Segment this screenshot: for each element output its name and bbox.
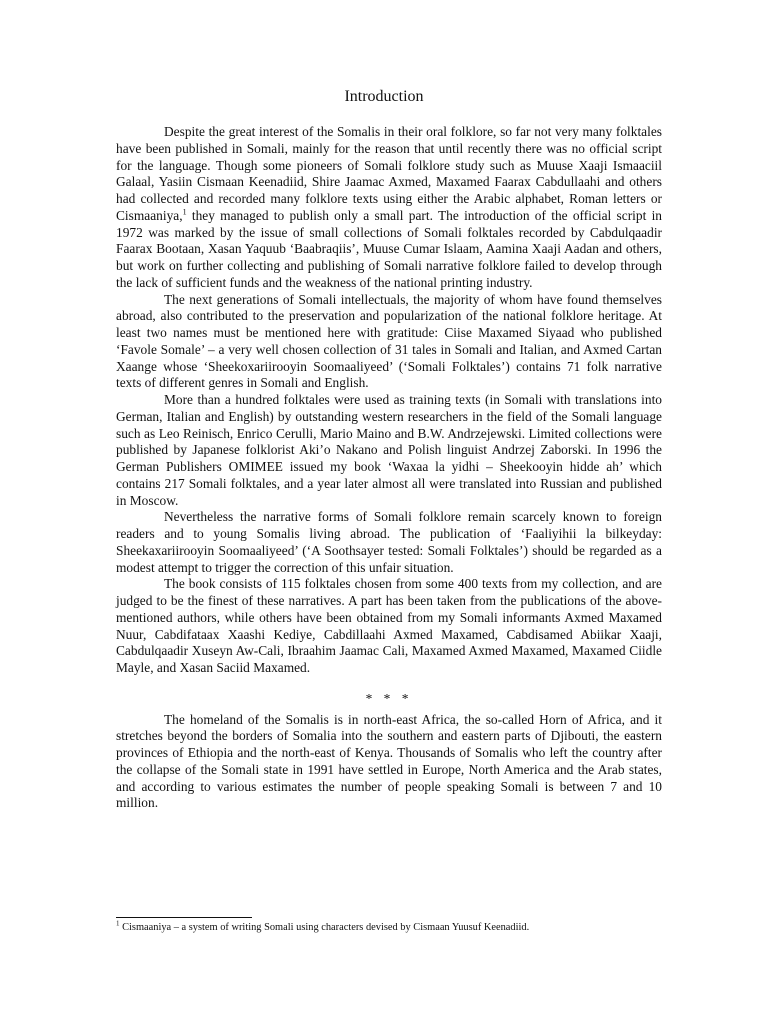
footnote-text: Cismaaniya – a system of writing Somali using characters devised by Cismaan Yuusuf Keenadiid. bbox=[119, 922, 530, 933]
paragraph-1-part-a: Despite the great interest of the Somalis in their oral folklore, so far not very many folktales have been published in Somali, mainly for the reason that until recently there was no official script for the language. Though some pioneers of Somali folklore study such as Muuse Xaaji Ismaaciil Galaal, Yasiin Cismaan Keenadiid, Shire Jaamac Axmed, Maxamed Faarax Cabdullaahi and others had collected and recorded many folklore texts using either the Arabic alphabet, Roman letters or Cismaaniya, bbox=[116, 124, 662, 223]
paragraph-2: The next generations of Somali intellectuals, the majority of whom have found themselves abroad, also contributed to the preservation and popularization of the national folklore heritage. At least two names must be mentioned here with gratitude: Ciise Maxamed Siyaad who published ‘Favole Somale’ – a very well chosen collection of 31 tales in Somali and Italian, and Axmed Cartan Xaange whose ‘Sheekoxariirooyin Soomaaliyeed’ (‘Somali Folktales’) contains 71 folk narrative texts of different genres in Somali and English. bbox=[116, 291, 662, 391]
footnote-number: 1 bbox=[116, 919, 120, 928]
footnote-divider bbox=[116, 917, 252, 918]
main-text bbox=[116, 124, 662, 812]
paragraph-4: Nevertheless the narrative forms of Somali folklore remain scarcely known to foreign readers and to young Somalis living abroad. The publication of ‘Faaliyihii la bilkeyday: Sheekaxariirooyin Soomaaliyeed’ (‘A Soothsayer tested: Somali Folktales’) should be regarded as a modest attempt to trigger the correction of this unfair situation. bbox=[116, 509, 662, 575]
footnote bbox=[116, 921, 676, 934]
section-separator: * * * bbox=[365, 690, 413, 706]
page-title: Introduction bbox=[344, 88, 424, 105]
paragraph-1 bbox=[116, 124, 662, 292]
paragraph-6: The homeland of the Somalis is in north-east Africa, the so-called Horn of Africa, and it stretches beyond the borders of Somalia into the southern and eastern parts of Djibouti, the eastern provinces of Ethiopia and the north-east of Kenya. Thousands of Somalis who left the country after the collapse of the Somali state in 1991 have settled in Europe, North America and the Arab states, and according to various estimates the number of people speaking Somali is between 7 and 10 million. bbox=[116, 711, 662, 811]
footnote-reference[interactable]: 1 bbox=[182, 207, 187, 217]
paragraph-1-part-b: they managed to publish only a small part. The introduction of the official script in 1972 was marked by the issue of small collections of Somali folktales recorded by Cabdulqaadir Faarax Bootaan, Xasan Yaquub ‘Baabraqiis’, Muuse Cumar Islaam, Aamina Xaaji Aadan and others, but work on further collecting and publishing of Somali narrative folklore failed to develop through the lack of sufficient funds and the weakness of the national printing industry. bbox=[116, 207, 662, 290]
paragraph-5: The book consists of 115 folktales chosen from some 400 texts from my collection, and are judged to be the finest of these narratives. A part has been taken from the publications of the above-mentioned authors, while others have been obtained from my Somali informants Axmed Maxamed Nuur, Cabdifataax Xaashi Kediye, Cabdillaahi Axmed Maxamed, Cabdisamed Abiikar Xaaji, Cabdulqaadir Xuseyn Aw-Cali, Ibraahim Jaamac Cali, Maxamed Axmed Maxamed, Maxamed Ciidle Mayle, and Xasan Saciid Maxamed. bbox=[116, 576, 662, 675]
paragraph-3: More than a hundred folktales were used as training texts (in Somali with translations into German, Italian and English) by outstanding western researchers in the field of the Somali language such as Leo Reinisch, Enrico Cerulli, Mario Maino and B.W. Andrzejewski. Limited collections were published by Japanese folklorist Aki’o Nakano and Polish linguist Andrzej Zaborski. In 1996 the German Publishers OMIMEE issued my book ‘Waxaa la yidhi – Sheekooyin hidde ah’ which contains 217 Somali folktales, and a year later almost all were translated into Russian and published in Moscow. bbox=[116, 392, 662, 508]
